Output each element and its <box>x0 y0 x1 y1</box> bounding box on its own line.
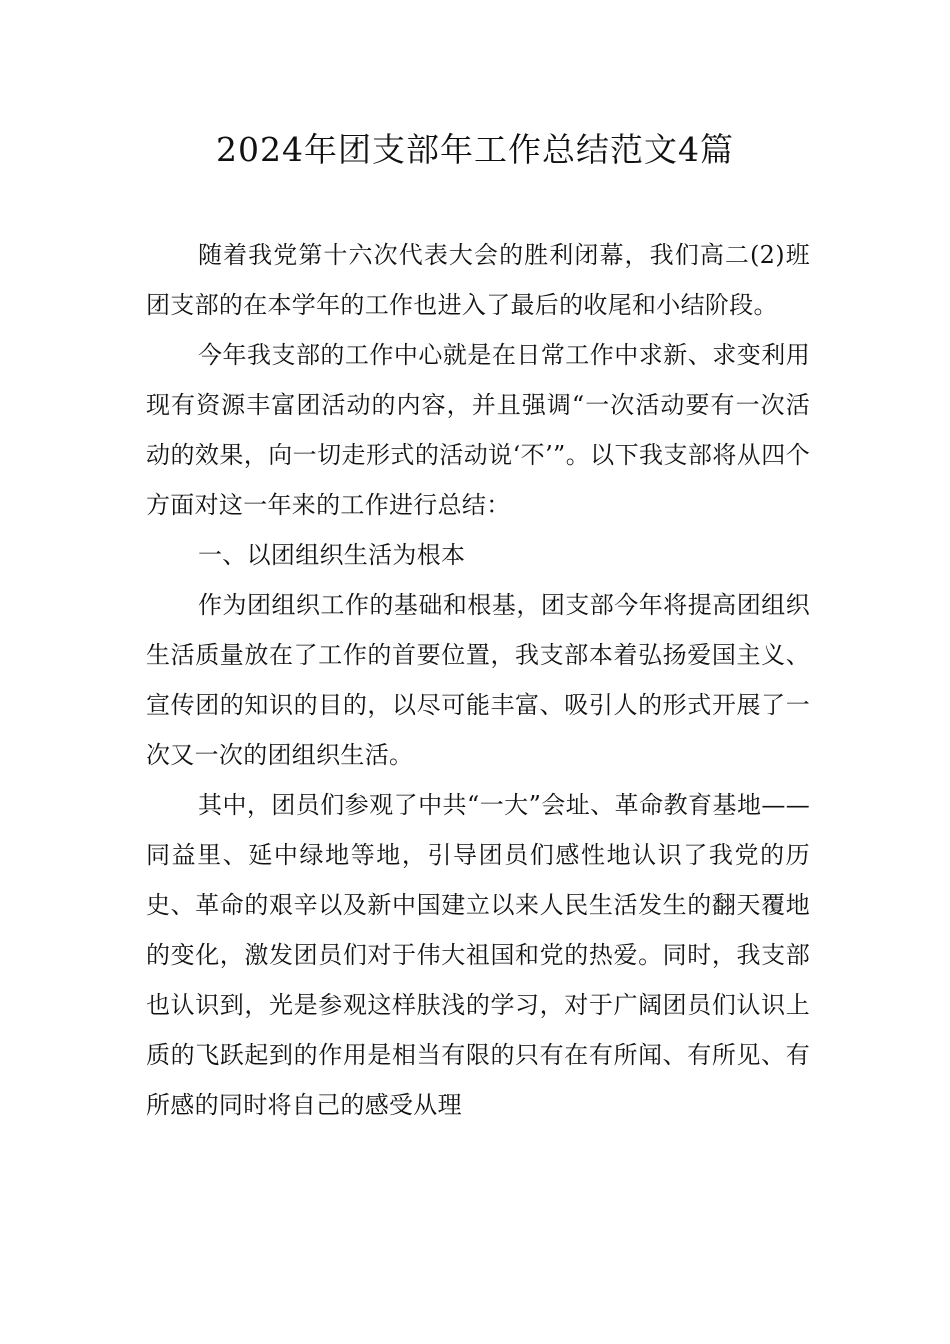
document-title: 2024年团支部年工作总结范文4篇 <box>216 130 734 169</box>
paragraph-work-center: 今年我支部的工作中心就是在日常工作中求新、求变利用现有资源丰富团活动的内容，并且强调“一次活动要有一次活动的效果，向一切走形式的活动说‘不’”。以下我支部将从四个方面对这一年来的工作进行总结： <box>146 341 810 519</box>
paragraph-org-life: 作为团组织工作的基础和根基，团支部今年将提高团组织生活质量放在了工作的首要位置，我支部本着弘扬爱国主义、宣传团的知识的目的，以尽可能丰富、吸引人的形式开展了一次又一次的团组织生活。 <box>146 591 810 769</box>
paragraph-intro: 随着我党第十六次代表大会的胜利闭幕，我们高二(2)班团支部的在本学年的工作也进入了最后的收尾和小结阶段。 <box>146 241 810 319</box>
section-heading-1: 一、以团组织生活为根本 <box>198 541 466 569</box>
paragraph-visits: 其中，团员们参观了中共“一大”会址、革命教育基地——同益里、延中绿地等地，引导团员们感性地认识了我党的历史、革命的艰辛以及新中国建立以来人民生活发生的翻天覆地的变化，激发团员们对于伟大祖国和党的热爱。同时，我支部也认识到，光是参观这样肤浅的学习，对于广阔团员们认识上质的飞跃起到的作用是相当有限的只有在有所闻、有所见、有所感的同时将自己的感受从理 <box>146 791 810 1119</box>
document-body <box>146 230 810 1130</box>
